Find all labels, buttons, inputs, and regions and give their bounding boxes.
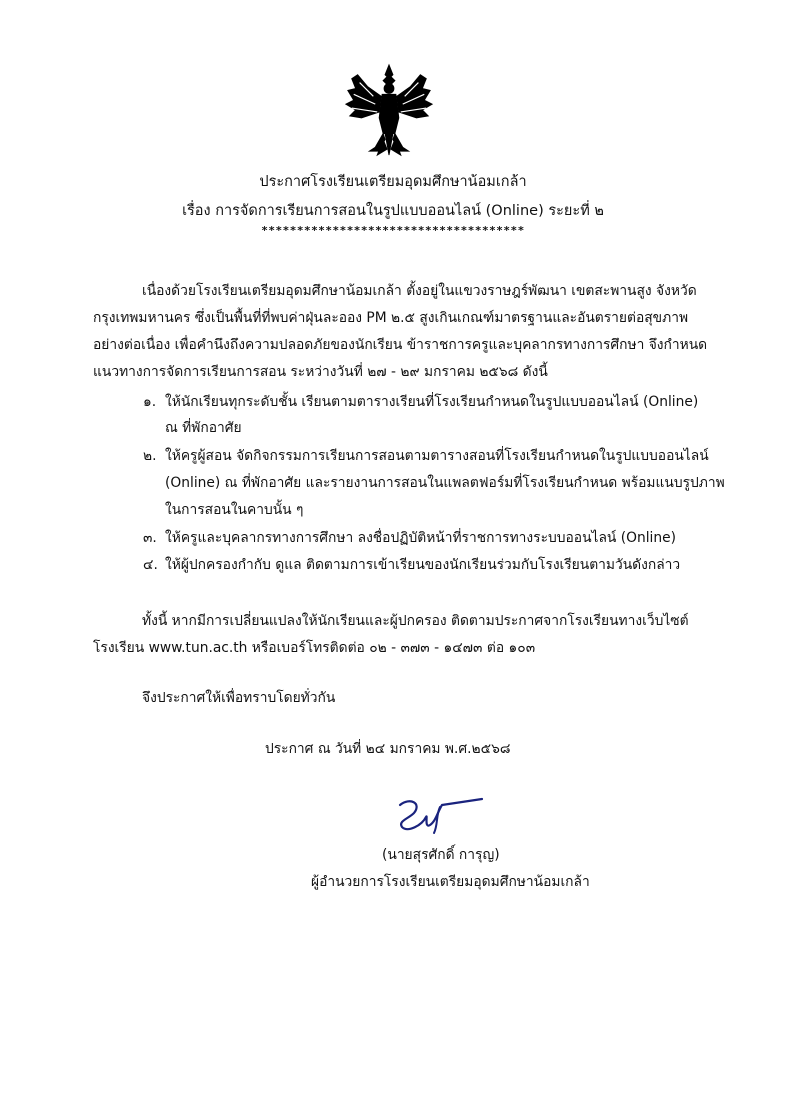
list-item-text: ให้นักเรียนทุกระดับชั้น เรียนตามตารางเรียนที่โรงเรียนกำหนดในรูปแบบออนไลน์ (Online) [165,394,699,410]
intro-line: แนวทางการจัดการเรียนการสอน ระหว่างวันที่ ๒๗ - ๒๙ มกราคม ๒๕๖๘ ดังนี้ [93,364,548,380]
intro-line: เนื่องด้วยโรงเรียนเตรียมอุดมศึกษาน้อมเกล้า ตั้งอยู่ในแขวงราษฎร์พัฒนา เขตสะพานสูง จังหวัด [142,283,697,299]
list-item-text: ให้ครูผู้สอน จัดกิจกรรมการเรียนการสอนตามตารางสอนที่โรงเรียนกำหนดในรูปแบบออนไลน์ [165,448,709,464]
announcement-subject: เรื่อง การจัดการเรียนการสอนในรูปแบบออนไลน์ (Online) ระยะที่ ๒ [182,203,604,219]
list-item-text: ให้ผู้ปกครองกำกับ ดูแล ติดตามการเข้าเรียนของนักเรียนร่วมกับโรงเรียนตามวันดังกล่าว [165,557,681,573]
list-item-text: ให้ครูและบุคลากรทางการศึกษา ลงชื่อปฏิบัติหน้าที่ราชการทางระบบออนไลน์ (Online) [165,530,676,546]
list-item-text: (Online) ณ ที่พักอาศัย และรายงานการสอนในแพลตฟอร์มที่โรงเรียนกำหนด พร้อมแนบรูปภาพ [165,475,725,491]
list-item-number: ๒. [143,448,157,464]
title-divider: ************************************* [261,224,525,237]
list-item-text: ในการสอนในคาบนั้น ๆ [165,502,304,518]
closing-statement: จึงประกาศให้เพื่อทราบโดยทั่วกัน [142,690,336,706]
intro-line: กรุงเทพมหานคร ซึ่งเป็นพื้นที่ที่พบค่าฝุ่นละออง PM ๒.๕ สูงเกินเกณฑ์มาตรฐานและอันตรายต่อสุขภาพ [93,310,689,326]
notice-line: ทั้งนี้ หากมีการเปลี่ยนแปลงให้นักเรียนและผู้ปกครอง ติดตามประกาศจากโรงเรียนทางเว็บไซต์ [142,613,689,629]
signatory-name: (นายสุรศักดิ์ การุญ) [382,847,500,863]
signature-mark [392,795,490,835]
intro-line: อย่างต่อเนื่อง เพื่อคำนึงถึงความปลอดภัยของนักเรียน ข้าราชการครูและบุคลากรทางการศึกษา จึงกำหนด [93,337,708,353]
garuda-emblem-icon [340,60,438,160]
signatory-position: ผู้อำนวยการโรงเรียนเตรียมอุดมศึกษาน้อมเกล้า [311,874,590,890]
announcement-date: ประกาศ ณ วันที่ ๒๔ มกราคม พ.ศ.๒๕๖๘ [265,741,511,757]
list-item-number: ๑. [143,394,157,410]
announcement-title: ประกาศโรงเรียนเตรียมอุดมศึกษาน้อมเกล้า [259,174,527,190]
list-item-number: ๔. [143,557,158,573]
notice-line: โรงเรียน www.tun.ac.th หรือเบอร์โทรติดต่อ ๐๒ - ๓๗๓ - ๑๔๗๓ ต่อ ๑๐๓ [93,640,536,656]
list-item-number: ๓. [143,530,157,546]
list-item-text: ณ ที่พักอาศัย [165,420,242,436]
